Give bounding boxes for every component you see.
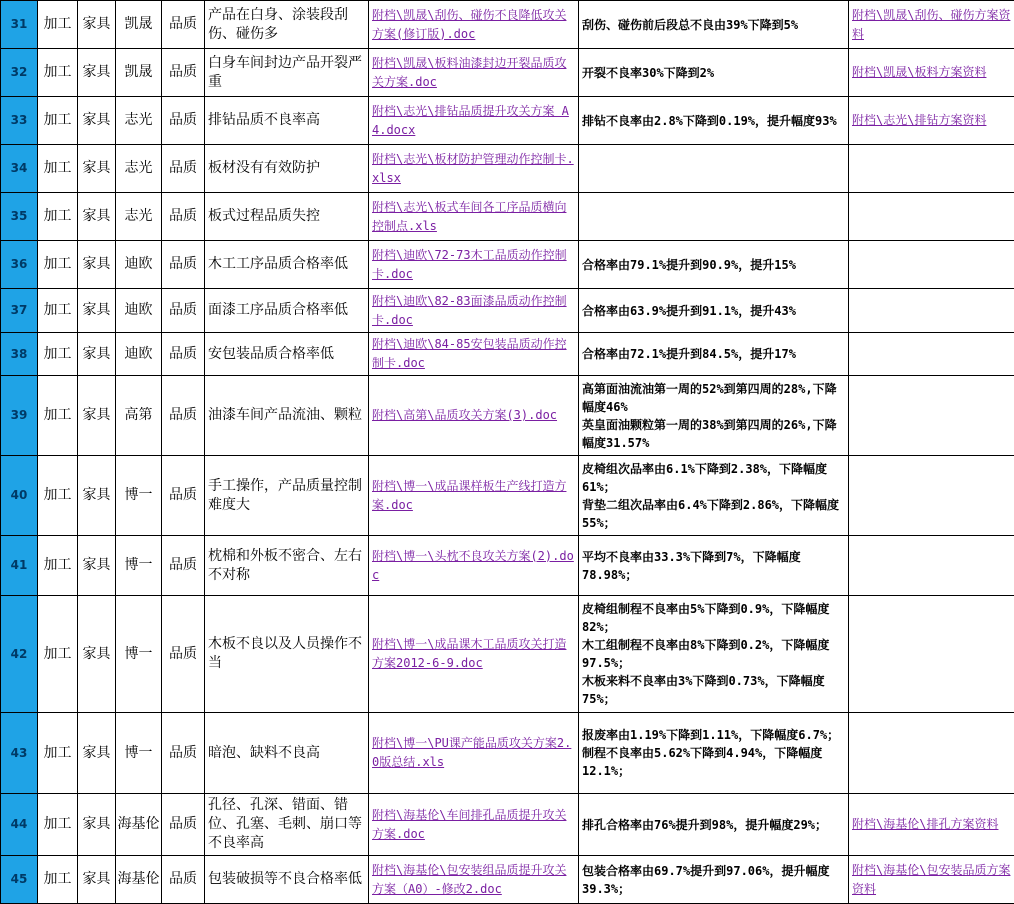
- issue-cell[interactable]: 木板不良以及人员操作不当: [205, 596, 369, 713]
- result-cell[interactable]: 开裂不良率30%下降到2%: [579, 49, 849, 97]
- category-cell[interactable]: 品质: [162, 1, 205, 49]
- issue-cell[interactable]: 手工操作，产品质量控制难度大: [205, 456, 369, 536]
- plan-file-cell[interactable]: [369, 49, 579, 97]
- plan-file-link[interactable]: 附档\博一\PU课产能品质攻关方案2.0版总结.xls: [372, 736, 571, 769]
- issue-cell[interactable]: 孔径、孔深、错面、错位、孔塞、毛刺、崩口等不良率高: [205, 794, 369, 856]
- plan-file-cell[interactable]: [369, 456, 579, 536]
- row-number-cell[interactable]: 31: [1, 1, 38, 49]
- process-cell[interactable]: 加工: [38, 49, 78, 97]
- plan-file-cell[interactable]: [369, 713, 579, 794]
- material-cell[interactable]: [849, 145, 1014, 193]
- result-cell[interactable]: 排钻不良率由2.8%下降到0.19%，提升幅度93%: [579, 97, 849, 145]
- company-cell[interactable]: 凯晟: [116, 49, 162, 97]
- plan-file-link[interactable]: 附档\迪欧\84-85安包装品质动作控制卡.doc: [372, 337, 567, 370]
- material-cell[interactable]: [849, 289, 1014, 333]
- process-cell[interactable]: 加工: [38, 596, 78, 713]
- process-cell[interactable]: 加工: [38, 376, 78, 456]
- table-row: [1, 713, 1014, 794]
- industry-cell[interactable]: 家具: [78, 241, 116, 289]
- material-cell[interactable]: [849, 333, 1014, 376]
- plan-file-link[interactable]: 附档\志光\板材防护管理动作控制卡.xlsx: [372, 152, 574, 185]
- material-cell[interactable]: [849, 1, 1014, 49]
- material-cell[interactable]: [849, 794, 1014, 856]
- plan-file-link[interactable]: 附档\海基伦\车间排孔品质提升攻关方案.doc: [372, 808, 566, 841]
- process-cell[interactable]: 加工: [38, 193, 78, 241]
- company-cell[interactable]: 博一: [116, 456, 162, 536]
- industry-cell[interactable]: 家具: [78, 856, 116, 904]
- issue-cell[interactable]: 白身车间封边产品开裂严重: [205, 49, 369, 97]
- category-cell[interactable]: 品质: [162, 794, 205, 856]
- industry-cell[interactable]: 家具: [78, 145, 116, 193]
- row-number-cell[interactable]: 34: [1, 145, 38, 193]
- category-cell[interactable]: 品质: [162, 856, 205, 904]
- plan-file-cell[interactable]: [369, 145, 579, 193]
- industry-cell[interactable]: 家具: [78, 794, 116, 856]
- issue-cell[interactable]: 板式过程品质失控: [205, 193, 369, 241]
- material-cell[interactable]: [849, 713, 1014, 794]
- plan-file-link[interactable]: 附档\海基伦\包安装组品质提升攻关方案（A0）-修改2.doc: [372, 863, 566, 896]
- issue-cell[interactable]: 面漆工序品质合格率低: [205, 289, 369, 333]
- category-cell[interactable]: 品质: [162, 596, 205, 713]
- table-row: [1, 536, 1014, 596]
- company-cell[interactable]: 迪欧: [116, 333, 162, 376]
- company-cell[interactable]: 海基伦: [116, 856, 162, 904]
- process-cell[interactable]: 加工: [38, 289, 78, 333]
- plan-file-link[interactable]: 附档\凯晟\板料油漆封边开裂品质攻关方案.doc: [372, 56, 566, 89]
- plan-file-cell[interactable]: [369, 193, 579, 241]
- process-cell[interactable]: 加工: [38, 536, 78, 596]
- result-cell[interactable]: 排孔合格率由76%提升到98%，提升幅度29%；: [579, 794, 849, 856]
- row-number-cell[interactable]: 33: [1, 97, 38, 145]
- plan-file-cell[interactable]: [369, 536, 579, 596]
- row-number-cell[interactable]: 37: [1, 289, 38, 333]
- table-row: [1, 794, 1014, 856]
- process-cell[interactable]: 加工: [38, 241, 78, 289]
- table-row: [1, 289, 1014, 333]
- industry-cell[interactable]: 家具: [78, 713, 116, 794]
- category-cell[interactable]: 品质: [162, 97, 205, 145]
- plan-file-link[interactable]: 附档\迪欧\82-83面漆品质动作控制卡.doc: [372, 294, 567, 327]
- category-cell[interactable]: 品质: [162, 49, 205, 97]
- material-link[interactable]: 附档\海基伦\包安装品质方案资料: [852, 863, 1010, 896]
- category-cell[interactable]: 品质: [162, 536, 205, 596]
- row-number-cell[interactable]: 39: [1, 376, 38, 456]
- issue-cell[interactable]: 板材没有有效防护: [205, 145, 369, 193]
- table-row: [1, 145, 1014, 193]
- result-cell[interactable]: 包装合格率由69.7%提升到97.06%，提升幅度39.3%；: [579, 856, 849, 904]
- result-cell[interactable]: [579, 145, 849, 193]
- table-row: [1, 193, 1014, 241]
- material-link[interactable]: 附档\海基伦\排孔方案资料: [852, 817, 998, 831]
- category-cell[interactable]: 品质: [162, 376, 205, 456]
- industry-cell[interactable]: 家具: [78, 456, 116, 536]
- issue-cell[interactable]: 安包装品质合格率低: [205, 333, 369, 376]
- process-cell[interactable]: 加工: [38, 794, 78, 856]
- issue-cell[interactable]: 油漆车间产品流油、颗粒: [205, 376, 369, 456]
- plan-file-link[interactable]: 附档\凯晟\刮伤、碰伤不良降低攻关方案(修订版).doc: [372, 8, 566, 41]
- company-cell[interactable]: 高第: [116, 376, 162, 456]
- result-cell[interactable]: 高第面油流油第一周的52%到第四周的28%,下降幅度46% 英皇面油颗粒第一周的38%到第四周的26%,下降幅度31.57%: [579, 376, 849, 456]
- material-cell[interactable]: [849, 536, 1014, 596]
- category-cell[interactable]: 品质: [162, 333, 205, 376]
- plan-file-cell[interactable]: [369, 289, 579, 333]
- row-number-cell[interactable]: 42: [1, 596, 38, 713]
- category-cell[interactable]: 品质: [162, 241, 205, 289]
- result-cell[interactable]: 皮椅组次品率由6.1%下降到2.38%，下降幅度61%； 背垫二组次品率由6.4%下降到2.86%，下降幅度55%；: [579, 456, 849, 536]
- company-cell[interactable]: 海基伦: [116, 794, 162, 856]
- issue-cell[interactable]: 枕棉和外板不密合、左右不对称: [205, 536, 369, 596]
- plan-file-link[interactable]: 附档\博一\成品课样板生产线打造方案.doc: [372, 479, 566, 512]
- industry-cell[interactable]: 家具: [78, 49, 116, 97]
- material-link[interactable]: 附档\志光\排钻方案资料: [852, 113, 986, 127]
- process-cell[interactable]: 加工: [38, 856, 78, 904]
- issue-cell[interactable]: 排钻品质不良率高: [205, 97, 369, 145]
- process-cell[interactable]: 加工: [38, 456, 78, 536]
- row-number-cell[interactable]: 43: [1, 713, 38, 794]
- company-cell[interactable]: 博一: [116, 713, 162, 794]
- material-cell[interactable]: [849, 97, 1014, 145]
- material-cell[interactable]: [849, 376, 1014, 456]
- industry-cell[interactable]: 家具: [78, 376, 116, 456]
- process-cell[interactable]: 加工: [38, 713, 78, 794]
- row-number-cell[interactable]: 45: [1, 856, 38, 904]
- table-row: [1, 456, 1014, 536]
- industry-cell[interactable]: 家具: [78, 1, 116, 49]
- table-row: [1, 49, 1014, 97]
- row-number-cell[interactable]: 38: [1, 333, 38, 376]
- plan-file-link[interactable]: 附档\迪欧\72-73木工品质动作控制卡.doc: [372, 248, 567, 281]
- industry-cell[interactable]: 家具: [78, 289, 116, 333]
- material-link[interactable]: 附档\凯晟\刮伤、碰伤方案资料: [852, 8, 1010, 41]
- row-number-cell[interactable]: 35: [1, 193, 38, 241]
- result-cell[interactable]: 合格率由72.1%提升到84.5%，提升17%: [579, 333, 849, 376]
- process-cell[interactable]: 加工: [38, 145, 78, 193]
- row-number-cell[interactable]: 44: [1, 794, 38, 856]
- result-cell[interactable]: 刮伤、碰伤前后段总不良由39%下降到5%: [579, 1, 849, 49]
- plan-file-cell[interactable]: [369, 794, 579, 856]
- plan-file-cell[interactable]: [369, 1, 579, 49]
- industry-cell[interactable]: 家具: [78, 333, 116, 376]
- company-cell[interactable]: 迪欧: [116, 241, 162, 289]
- industry-cell[interactable]: 家具: [78, 536, 116, 596]
- plan-file-link[interactable]: 附档\高第\品质攻关方案(3).doc: [372, 408, 557, 422]
- material-cell[interactable]: [849, 856, 1014, 904]
- plan-file-cell[interactable]: [369, 241, 579, 289]
- plan-file-link[interactable]: 附档\博一\头枕不良攻关方案(2).doc: [372, 549, 574, 582]
- material-cell[interactable]: [849, 241, 1014, 289]
- plan-file-cell[interactable]: [369, 97, 579, 145]
- industry-cell[interactable]: 家具: [78, 193, 116, 241]
- material-cell[interactable]: [849, 596, 1014, 713]
- issue-cell[interactable]: 产品在白身、涂装段刮伤、碰伤多: [205, 1, 369, 49]
- table-row: [1, 376, 1014, 456]
- result-cell[interactable]: 皮椅组制程不良率由5%下降到0.9%，下降幅度82%； 木工组制程不良率由8%下降到0.2%，下降幅度97.5%； 木板来料不良率由3%下降到0.73%，下降幅度75%；: [579, 596, 849, 713]
- result-cell[interactable]: 平均不良率由33.3%下降到7%，下降幅度78.98%；: [579, 536, 849, 596]
- industry-cell[interactable]: 家具: [78, 97, 116, 145]
- plan-file-link[interactable]: 附档\志光\排钻品质提升攻关方案 A4.docx: [372, 104, 569, 137]
- table-row: [1, 856, 1014, 904]
- material-cell[interactable]: [849, 456, 1014, 536]
- category-cell[interactable]: 品质: [162, 289, 205, 333]
- company-cell[interactable]: 博一: [116, 596, 162, 713]
- category-cell[interactable]: 品质: [162, 713, 205, 794]
- row-number-cell[interactable]: 32: [1, 49, 38, 97]
- company-cell[interactable]: 志光: [116, 145, 162, 193]
- material-cell[interactable]: [849, 49, 1014, 97]
- issue-cell[interactable]: 暗泡、缺料不良高: [205, 713, 369, 794]
- issue-cell[interactable]: 木工工序品质合格率低: [205, 241, 369, 289]
- company-cell[interactable]: 博一: [116, 536, 162, 596]
- issue-cell[interactable]: 包装破损等不良合格率低: [205, 856, 369, 904]
- row-number-cell[interactable]: 36: [1, 241, 38, 289]
- process-cell[interactable]: 加工: [38, 97, 78, 145]
- material-link[interactable]: 附档\凯晟\板料方案资料: [852, 65, 986, 79]
- row-number-cell[interactable]: 40: [1, 456, 38, 536]
- table-row: [1, 333, 1014, 376]
- material-cell[interactable]: [849, 193, 1014, 241]
- result-cell[interactable]: 合格率由63.9%提升到91.1%，提升43%: [579, 289, 849, 333]
- result-cell[interactable]: 报废率由1.19%下降到1.11%，下降幅度6.7%； 制程不良率由5.62%下降到4.94%，下降幅度12.1%；: [579, 713, 849, 794]
- plan-file-cell[interactable]: [369, 376, 579, 456]
- plan-file-cell[interactable]: [369, 333, 579, 376]
- plan-file-cell[interactable]: [369, 596, 579, 713]
- plan-file-link[interactable]: 附档\博一\成品课木工品质攻关打造方案2012-6-9.doc: [372, 637, 566, 670]
- plan-file-link[interactable]: 附档\志光\板式车间各工序品质横向控制点.xls: [372, 200, 566, 233]
- result-cell[interactable]: [579, 193, 849, 241]
- category-cell[interactable]: 品质: [162, 193, 205, 241]
- industry-cell[interactable]: 家具: [78, 596, 116, 713]
- company-cell[interactable]: 志光: [116, 97, 162, 145]
- category-cell[interactable]: 品质: [162, 456, 205, 536]
- plan-file-cell[interactable]: [369, 856, 579, 904]
- row-number-cell[interactable]: 41: [1, 536, 38, 596]
- table-body: [1, 1, 1014, 904]
- table-row: [1, 596, 1014, 713]
- company-cell[interactable]: 志光: [116, 193, 162, 241]
- process-cell[interactable]: 加工: [38, 1, 78, 49]
- process-cell[interactable]: 加工: [38, 333, 78, 376]
- table-row: [1, 97, 1014, 145]
- result-cell[interactable]: 合格率由79.1%提升到90.9%，提升15%: [579, 241, 849, 289]
- category-cell[interactable]: 品质: [162, 145, 205, 193]
- table-row: [1, 1, 1014, 49]
- table-row: [1, 241, 1014, 289]
- company-cell[interactable]: 迪欧: [116, 289, 162, 333]
- company-cell[interactable]: 凯晟: [116, 1, 162, 49]
